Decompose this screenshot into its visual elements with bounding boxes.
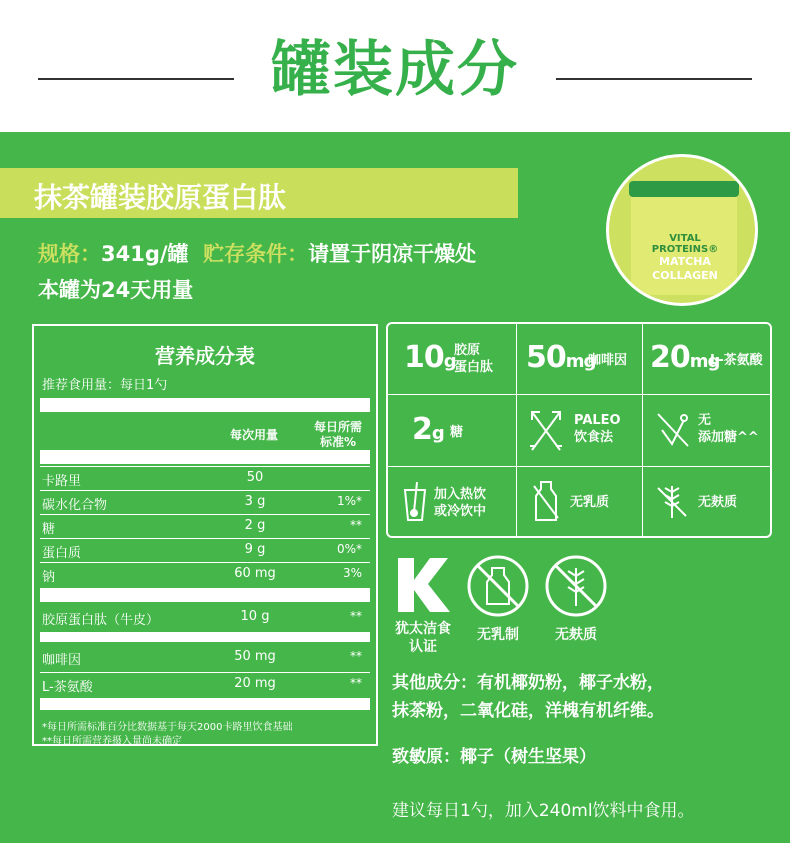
nutrition-title: 营养成分表 [155, 344, 255, 368]
feature-no-sugar [642, 394, 770, 466]
feature-paleo [516, 394, 644, 466]
no-dairy-icon [532, 480, 560, 522]
table-row [40, 606, 370, 628]
ingredients-line1 [392, 668, 664, 693]
feature-number: 20mg [650, 340, 720, 375]
jar-brand-label: VITAL PROTEINS® [651, 233, 719, 255]
nutrient-name: 咖啡因 [42, 653, 82, 668]
page-header [0, 0, 790, 132]
table-row [40, 466, 370, 488]
footnote-1: *每日所需标准百分比数据基于每天2000卡路里饮食基础 [42, 722, 293, 733]
no-gluten-icon [544, 554, 608, 618]
table-divider-bar [40, 450, 370, 464]
table-divider-bar [40, 398, 370, 412]
spec-label: 规格： [38, 242, 101, 266]
feature-label: 无乳质 [570, 495, 610, 510]
nutrient-dv: 3% [342, 566, 362, 580]
nutrient-name: 钠 [42, 570, 56, 585]
nutrient-name: 糖 [42, 522, 56, 537]
nutrient-name: 蛋白质 [42, 546, 82, 561]
feature-label: 胶原 蛋白肽 [454, 343, 494, 375]
product-image [606, 154, 758, 306]
nutrient-amount: 10 g [240, 609, 270, 624]
serving-size: 推荐食用量：每日1勺 [42, 378, 168, 393]
feature-label: L-茶氨酸 [710, 353, 763, 368]
table-row [40, 538, 370, 560]
nutrition-table [32, 324, 378, 746]
nutrient-name: 卡路里 [42, 474, 82, 489]
nutrient-amount: 60 mg [234, 566, 276, 581]
header-divider-right [556, 78, 752, 80]
no-gluten-icon [654, 482, 690, 520]
nutrient-dv: ** [350, 518, 362, 532]
no-sugar-icon [656, 410, 690, 450]
no-gluten-label: 无麸质 [555, 627, 597, 643]
storage-label: 贮存条件： [203, 242, 309, 266]
cup-icon [402, 480, 428, 522]
col-header-per-serving: 每次用量 [229, 428, 278, 442]
col-header-daily-value [302, 420, 374, 450]
feature-label: 无麸质 [698, 495, 738, 510]
nutrient-dv: ** [350, 609, 362, 623]
feature-number: 50mg [526, 340, 596, 375]
nutrient-amount: 2 g [244, 518, 266, 533]
nutrient-amount: 20 mg [234, 676, 276, 691]
page-title: 罐装成分 [271, 35, 519, 105]
storage-value: 请置于阴凉干燥处 [308, 242, 477, 266]
feature-sugar [388, 394, 516, 466]
table-divider-bar [40, 698, 370, 710]
nutrient-amount: 50 mg [234, 649, 276, 664]
feature-hot-cold [388, 466, 516, 538]
allergen-label: 致敏原： [392, 747, 460, 767]
feature-theanine [642, 324, 770, 396]
nutrient-dv: 1%* [336, 494, 362, 508]
feature-grid [386, 322, 772, 538]
footnote-2: **每日所需营养摄入量尚未确定 [42, 736, 182, 747]
nutrient-amount: 3 g [244, 494, 266, 509]
spec-line [38, 238, 476, 268]
nutrient-amount: 50 [246, 470, 264, 485]
feature-label: PALEO 饮食法 [574, 413, 621, 445]
kosher-icon [392, 556, 452, 614]
nutrient-dv: ** [350, 676, 362, 690]
feature-label: 咖啡因 [588, 353, 628, 368]
kosher-label: 犹太洁食 认证 [395, 621, 451, 655]
jar-product-label [639, 255, 731, 283]
usage-text: 本罐为24天用量 [38, 278, 194, 302]
allergen-value: 椰子（树生坚果） [460, 747, 596, 767]
nutrient-dv: 0%* [336, 542, 362, 556]
ingredients-line2: 抹茶粉，二氧化硅，洋槐有机纤维。 [392, 701, 664, 721]
nutrient-name: L-茶氨酸 [42, 680, 93, 695]
no-dairy-label: 无乳制 [477, 627, 519, 643]
jar-lid [629, 181, 739, 197]
table-row [40, 514, 370, 536]
usage-suggestion: 建议每日1勺，加入240ml饮料中食用。 [392, 801, 695, 821]
no-dairy-icon [466, 554, 530, 618]
ingredients-text: 有机椰奶粉，椰子水粉， [477, 673, 664, 693]
table-row [40, 672, 370, 694]
feature-collagen [388, 324, 516, 396]
arrows-icon [526, 406, 566, 454]
jar-product-line1: MATCHA [659, 255, 711, 268]
nutrient-dv: ** [350, 649, 362, 663]
feature-label: 加入热饮 或冷饮中 [434, 487, 487, 519]
feature-gluten-free [642, 466, 770, 538]
header-divider-left [38, 78, 234, 80]
table-row [40, 562, 370, 584]
feature-number: 2g [412, 412, 444, 447]
feature-caffeine [516, 324, 644, 396]
product-name-bar [0, 168, 518, 218]
feature-label: 无 添加糖^^ [698, 413, 759, 445]
spec-value: 341g/罐 [101, 242, 189, 266]
table-row [40, 646, 370, 668]
ingredients-label: 其他成分： [392, 673, 477, 693]
nutrient-name: 胶原蛋白肽（牛皮） [42, 613, 160, 628]
nutrient-amount: 9 g [244, 542, 266, 557]
table-divider-bar [40, 632, 370, 642]
jar-product-line2: COLLAGEN [652, 269, 718, 282]
nutrient-name: 碳水化合物 [42, 498, 108, 513]
allergen-line [392, 742, 596, 767]
col-header-daily-value-line1: 每日所需 [313, 420, 362, 434]
product-name: 抹茶罐装胶原蛋白肽 [34, 181, 287, 214]
col-header-daily-value-line2: 标准% [319, 435, 357, 449]
feature-dairy-free [516, 466, 644, 538]
feature-label: 糖 [450, 425, 464, 440]
table-row [40, 490, 370, 512]
table-divider-bar [40, 588, 370, 602]
feature-number: 10g [404, 340, 456, 375]
